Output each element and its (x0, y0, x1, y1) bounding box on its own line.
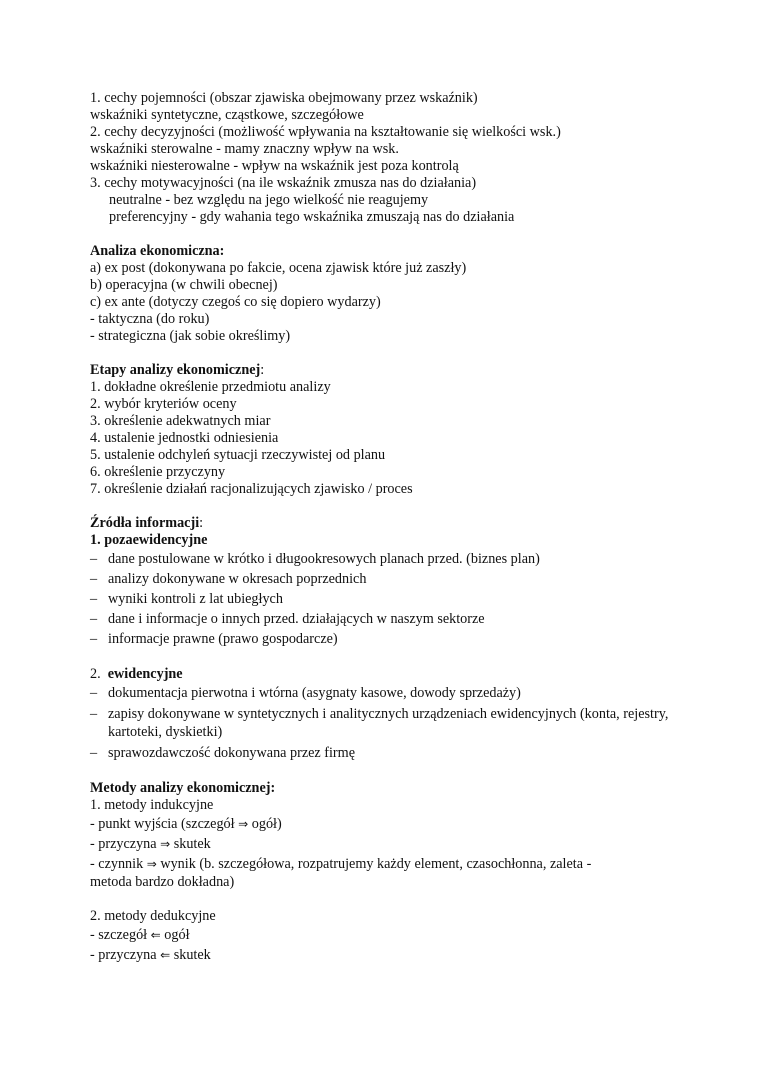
method-line (90, 854, 690, 874)
method-line (90, 814, 690, 834)
subheading-pozaewidencyjne: 1. pozaewidencyjne (90, 532, 208, 548)
implied-by-arrow-icon: ⇐ (160, 948, 171, 962)
section-heading-metody: Metody analizy ekonomicznej: (90, 780, 276, 796)
item-text: dane postulowane w krótko i długookresowych planach przed. (biznes plan) (108, 551, 540, 567)
implies-arrow-icon: ⇒ (146, 857, 157, 871)
list-item: 3. określenie adekwatnych miar (90, 413, 271, 429)
dash-list-item (90, 609, 690, 629)
implied-by-arrow-icon: ⇐ (150, 928, 161, 942)
text-line: wskaźniki syntetyczne, cząstkowe, szczegółowe (90, 107, 364, 123)
item-text: sprawozdawczość dokonywana przez firmę (108, 745, 355, 761)
dash-list-item (90, 743, 690, 763)
text-segment: ogół (160, 927, 190, 943)
implies-arrow-icon: ⇒ (160, 837, 171, 851)
dash-bullet: – (90, 706, 98, 722)
heading-text: Etapy analizy ekonomicznej (90, 362, 261, 378)
list-item: 4. ustalenie jednostki odniesienia (90, 430, 279, 446)
text-line: 1. metody indukcyjne (90, 797, 214, 813)
dash-bullet: – (90, 551, 98, 567)
text-line: 3. cechy motywacyjności (na ile wskaźnik zmusza nas do działania) (90, 175, 477, 191)
text-line: preferencyjny - gdy wahania tego wskaźnika zmuszają nas do działania (109, 209, 515, 225)
text-segment: - przyczyna (90, 947, 161, 963)
dash-bullet: – (90, 685, 98, 701)
subheading-text: ewidencyjne (107, 666, 183, 682)
subheading-number: 2. (90, 666, 108, 682)
list-item: 5. ustalenie odchyleń sytuacji rzeczywistej od planu (90, 447, 386, 463)
list-item: - strategiczna (jak sobie określimy) (90, 328, 291, 344)
heading-colon: : (260, 362, 265, 378)
text-segment: - punkt wyjścia (szczegół (90, 816, 239, 832)
text-line: 1. cechy pojemności (obszar zjawiska obejmowany przez wskaźnik) (90, 90, 478, 106)
list-item: 2. wybór kryteriów oceny (90, 396, 237, 412)
method-line (90, 945, 690, 965)
list-item: - taktyczna (do roku) (90, 311, 210, 327)
list-item: 1. dokładne określenie przedmiotu analizy (90, 379, 331, 395)
item-text: analizy dokonywane w okresach poprzednich (108, 571, 367, 587)
text-segment: skutek (170, 836, 211, 852)
dash-list-item (90, 589, 690, 609)
dash-list-item (90, 569, 690, 589)
list-item: 7. określenie działań racjonalizujących zjawisko / proces (90, 481, 413, 497)
text-line: 2. cechy decyzyjności (możliwość wpływania na kształtowanie się wielkości wsk.) (90, 124, 561, 140)
method-line (90, 925, 690, 945)
item-text: dane i informacje o innych przed. działających w naszym sektorze (108, 611, 485, 627)
item-text: dokumentacja pierwotna i wtórna (asygnaty kasowe, dowody sprzedaży) (108, 685, 521, 701)
document-page (90, 90, 690, 965)
section-heading-etapy (90, 362, 690, 379)
text-segment: - czynnik (90, 856, 147, 872)
dash-list-item (90, 683, 690, 703)
section-heading-zrodla (90, 515, 690, 532)
heading-colon: : (199, 515, 204, 531)
text-line: metoda bardzo dokładna) (90, 874, 235, 890)
text-line: 2. metody dedukcyjne (90, 908, 216, 924)
text-line: neutralne - bez względu na jego wielkość nie reagujemy (109, 192, 429, 208)
dash-bullet: – (90, 591, 98, 607)
text-segment: - przyczyna (90, 836, 161, 852)
text-line: wskaźniki sterowalne - mamy znaczny wpływ na wsk. (90, 141, 399, 157)
text-segment: wynik (b. szczegółowa, rozpatrujemy każdy element, czasochłonna, zaleta - (156, 856, 592, 872)
dash-list-item (90, 549, 690, 569)
dash-bullet: – (90, 611, 98, 627)
list-item: a) ex post (dokonywana po fakcie, ocena zjawisk które już zaszły) (90, 260, 467, 276)
dash-list-item (90, 703, 690, 743)
dash-bullet: – (90, 631, 98, 647)
text-segment: skutek (170, 947, 211, 963)
dash-list-item (90, 629, 690, 649)
text-segment: ogół) (248, 816, 282, 832)
item-text: zapisy dokonywane w syntetycznych i analitycznych urządzeniach ewidencyjnych (konta, rejestry, kartoteki, dyskietki) (108, 706, 669, 740)
item-text: wyniki kontroli z lat ubiegłych (108, 591, 283, 607)
list-item: 6. określenie przyczyny (90, 464, 226, 480)
dash-bullet: – (90, 571, 98, 587)
dash-bullet: – (90, 745, 98, 761)
list-item: c) ex ante (dotyczy czegoś co się dopiero wydarzy) (90, 294, 381, 310)
text-line: wskaźniki niesterowalne - wpływ na wskaźnik jest poza kontrolą (90, 158, 459, 174)
text-segment: - szczegół (90, 927, 151, 943)
heading-text: Źródła informacji (90, 515, 200, 531)
implies-arrow-icon: ⇒ (238, 817, 249, 831)
subheading-ewidencyjne (90, 666, 690, 683)
item-text: informacje prawne (prawo gospodarcze) (108, 631, 338, 647)
section-heading-analiza: Analiza ekonomiczna: (90, 243, 225, 259)
method-line (90, 834, 690, 854)
list-item: b) operacyjna (w chwili obecnej) (90, 277, 278, 293)
